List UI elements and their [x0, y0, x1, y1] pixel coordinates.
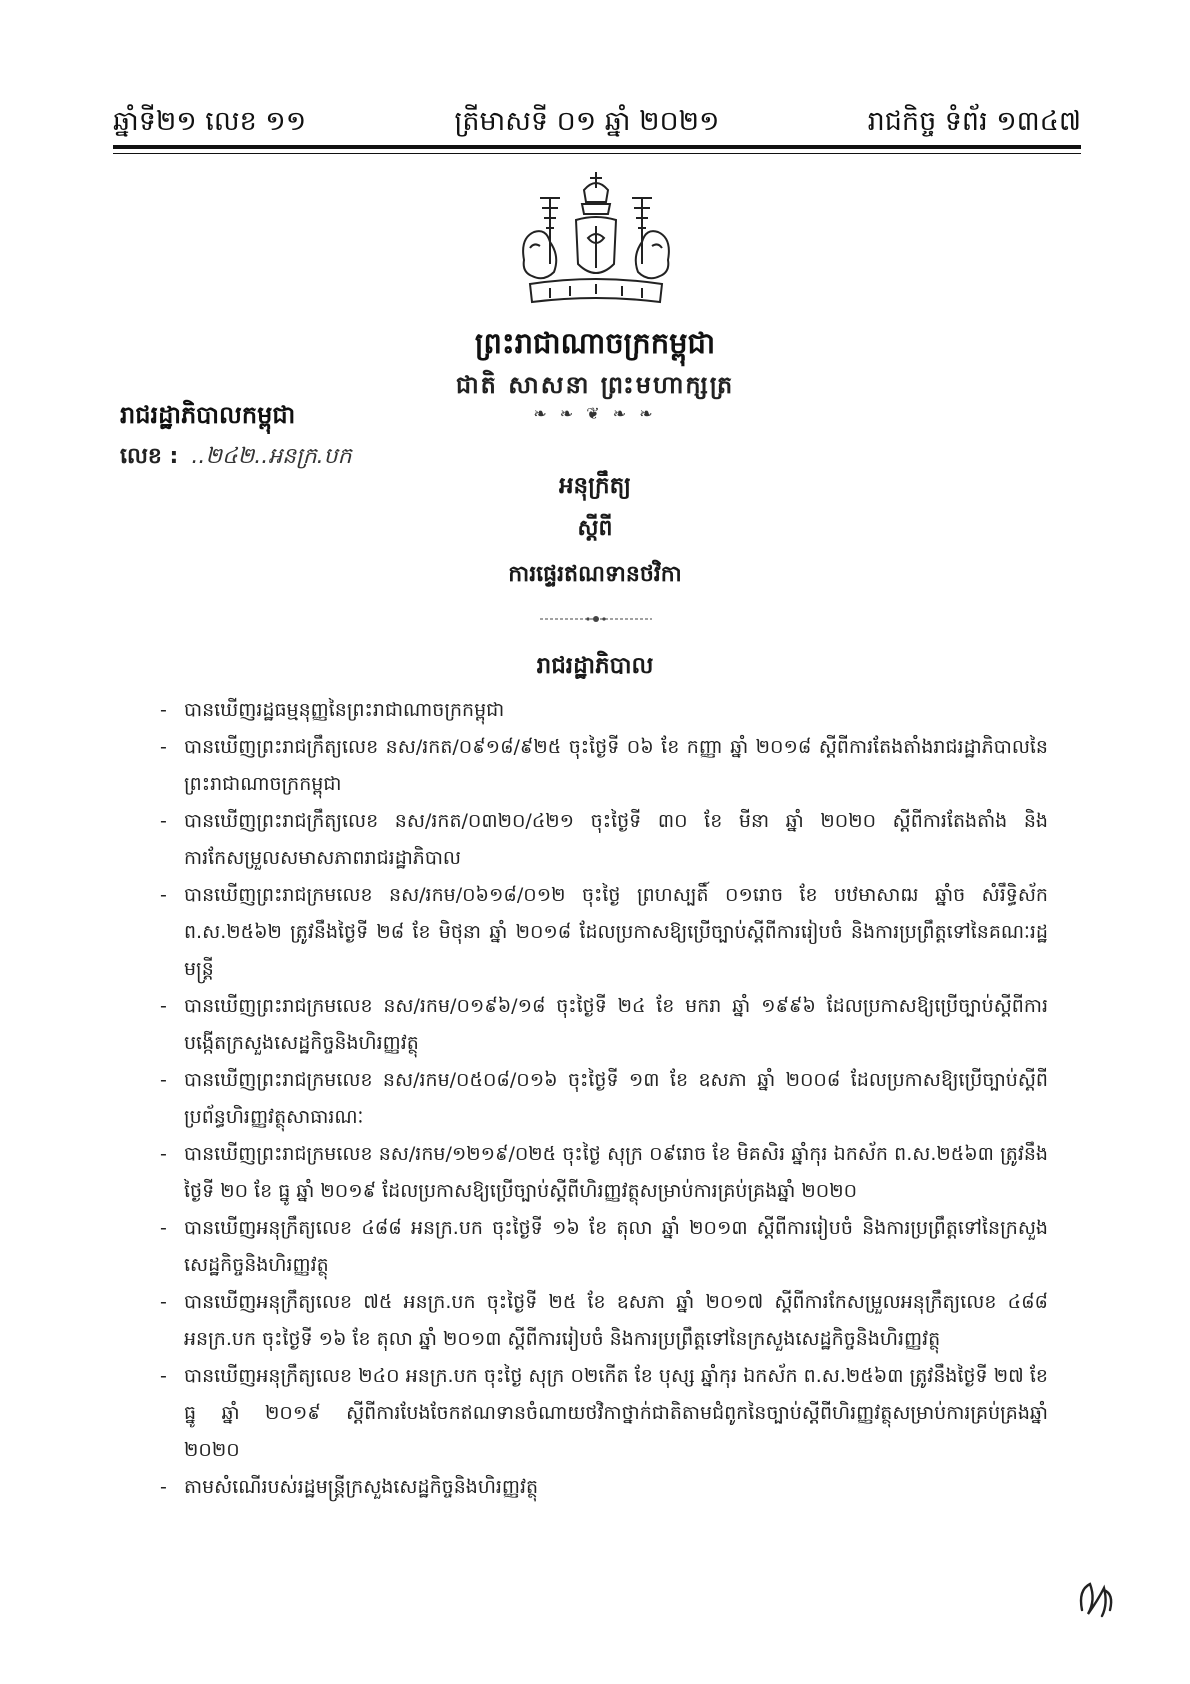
motto-ornament-icon: ❧ ❧ ❦ ❧ ❧ [533, 404, 657, 423]
header-rule-thin [113, 153, 1081, 154]
signature-mark-icon [1074, 1570, 1118, 1626]
list-item: - បានឃើញព្រះរាជក្រមលេខ នស/រកម/១២១៩/០២៥ ចុះថ្ងៃ សុក្រ ០៩រោច ខែ មិគសិរ ឆ្នាំកុរ ឯកស័ក ព.ស.២៥៦៣ ត្រូវនឹងថ្ងៃទី ២០ ខែ ធ្នូ ឆ្នាំ ២០១៩ ដែលប្រកាសឱ្យប្រើច្បាប់ស្តីពីហិរញ្ញវត្ថុសម្រាប់ការគ្រប់គ្រងឆ្នាំ ២០២០ [160, 1136, 1048, 1210]
list-item: - បានឃើញព្រះរាជក្រឹត្យលេខ នស/រកត/០៣២០/៤២១ ចុះថ្ងៃទី ៣០ ខែ មីនា ឆ្នាំ ២០២០ ស្តីពីការតែងតាំង និងការកែសម្រួលសមាសភាពរាជរដ្ឋាភិបាល [160, 803, 1048, 877]
header-rule-thick [113, 145, 1081, 149]
gazette-page-number: រាជកិច្ច ទំព័រ ១៣៤៧ [867, 106, 1081, 137]
list-item: - បានឃើញអនុក្រឹត្យលេខ ២៤០ អនក្រ.បក ចុះថ្ងៃ សុក្រ ០២កើត ខែ បុស្ស ឆ្នាំកុរ ឯកស័ក ព.ស.២៥៦៣ ត្រូវនឹងថ្ងៃទី ២៧ ខែ ធ្នូ ឆ្នាំ ២០១៩ ស្តីពីការបែងចែកឥណទានចំណាយថវិកាថ្នាក់ជាតិតាមជំពូកនៃច្បាប់ស្តីពីហិរញ្ញវត្ថុសម្រាប់ការគ្រប់គ្រងឆ្នាំ ២០២០ [160, 1358, 1048, 1469]
gazette-quarter: ត្រីមាសទី ០១ ឆ្នាំ ២០២១ [454, 106, 720, 137]
document-subject: ការផ្ទេរឥណទានថវិកា [508, 562, 682, 587]
list-item: - បានឃើញរដ្ឋធម្មនុញ្ញនៃព្រះរាជាណាចក្រកម្ពុជា [160, 692, 1048, 729]
list-item: - បានឃើញព្រះរាជក្រមលេខ នស/រកម/០៦១៨/០១២ ចុះថ្ងៃ ព្រហស្បតិ៍ ០១រោច ខែ បឋមាសាឍ ឆ្នាំច សំរឹទ្ធិស័ក ព.ស.២៥៦២ ត្រូវនឹងថ្ងៃទី ២៨ ខែ មិថុនា ឆ្នាំ ២០១៨ ដែលប្រកាសឱ្យប្រើច្បាប់ស្តីពីការរៀបចំ និងការប្រព្រឹត្តទៅនៃគណៈរដ្ឋមន្ត្រី [160, 877, 1048, 988]
document-number-value: ..២៤២..អនក្រ.បក [191, 444, 352, 469]
list-item: - តាមសំណើរបស់រដ្ឋមន្ត្រីក្រសួងសេដ្ឋកិច្ចនិងហិរញ្ញវត្ថុ [160, 1469, 1048, 1506]
document-type: អនុក្រឹត្យ [558, 473, 632, 499]
gazette-year-issue: ឆ្នាំទី២១ លេខ ១១ [113, 106, 307, 137]
document-number-label: លេខ : [120, 444, 179, 469]
legal-references-list [160, 692, 1048, 1506]
kingdom-name: ព្រះរាជាណាចក្រកម្ពុជា [474, 326, 716, 360]
list-item: - បានឃើញព្រះរាជក្រឹត្យលេខ នស/រកត/០៩១៨/៩២៥ ចុះថ្ងៃទី ០៦ ខែ កញ្ញា ឆ្នាំ ២០១៨ ស្តីពីការតែងតាំងរាជរដ្ឋាភិបាលនៃព្រះរាជាណាចក្រកម្ពុជា [160, 729, 1048, 803]
government-heading: រាជរដ្ឋាភិបាល [536, 653, 654, 679]
national-motto: ជាតិ សាសនា ព្រះមហាក្សត្រ [455, 371, 735, 399]
document-number [120, 442, 352, 474]
document-about: ស្តីពី [577, 516, 613, 541]
divider-ornament-icon [540, 614, 652, 624]
issuing-authority: រាជរដ្ឋាភិបាលកម្ពុជា [120, 401, 296, 429]
gazette-header [113, 96, 1081, 144]
royal-coat-of-arms-icon [510, 168, 682, 318]
list-item: - បានឃើញអនុក្រឹត្យលេខ ៧៥ អនក្រ.បក ចុះថ្ងៃទី ២៥ ខែ ឧសភា ឆ្នាំ ២០១៧ ស្តីពីការកែសម្រួលអនុក្រឹត្យលេខ ៤៨៨ អនក្រ.បក ចុះថ្ងៃទី ១៦ ខែ តុលា ឆ្នាំ ២០១៣ ស្តីពីការរៀបចំ និងការប្រព្រឹត្តទៅនៃក្រសួងសេដ្ឋកិច្ចនិងហិរញ្ញវត្ថុ [160, 1284, 1048, 1358]
list-item: - បានឃើញព្រះរាជក្រមលេខ នស/រកម/០១៩៦/១៨ ចុះថ្ងៃទី ២៤ ខែ មករា ឆ្នាំ ១៩៩៦ ដែលប្រកាសឱ្យប្រើច្បាប់ស្តីពីការបង្កើតក្រសួងសេដ្ឋកិច្ចនិងហិរញ្ញវត្ថុ [160, 988, 1048, 1062]
list-item: - បានឃើញអនុក្រឹត្យលេខ ៤៨៨ អនក្រ.បក ចុះថ្ងៃទី ១៦ ខែ តុលា ឆ្នាំ ២០១៣ ស្តីពីការរៀបចំ និងការប្រព្រឹត្តទៅនៃក្រសួងសេដ្ឋកិច្ចនិងហិរញ្ញវត្ថុ [160, 1210, 1048, 1284]
list-item: - បានឃើញព្រះរាជក្រមលេខ នស/រកម/០៥០៨/០១៦ ចុះថ្ងៃទី ១៣ ខែ ឧសភា ឆ្នាំ ២០០៨ ដែលប្រកាសឱ្យប្រើច្បាប់ស្តីពីប្រព័ន្ធហិរញ្ញវត្ថុសាធារណៈ [160, 1062, 1048, 1136]
